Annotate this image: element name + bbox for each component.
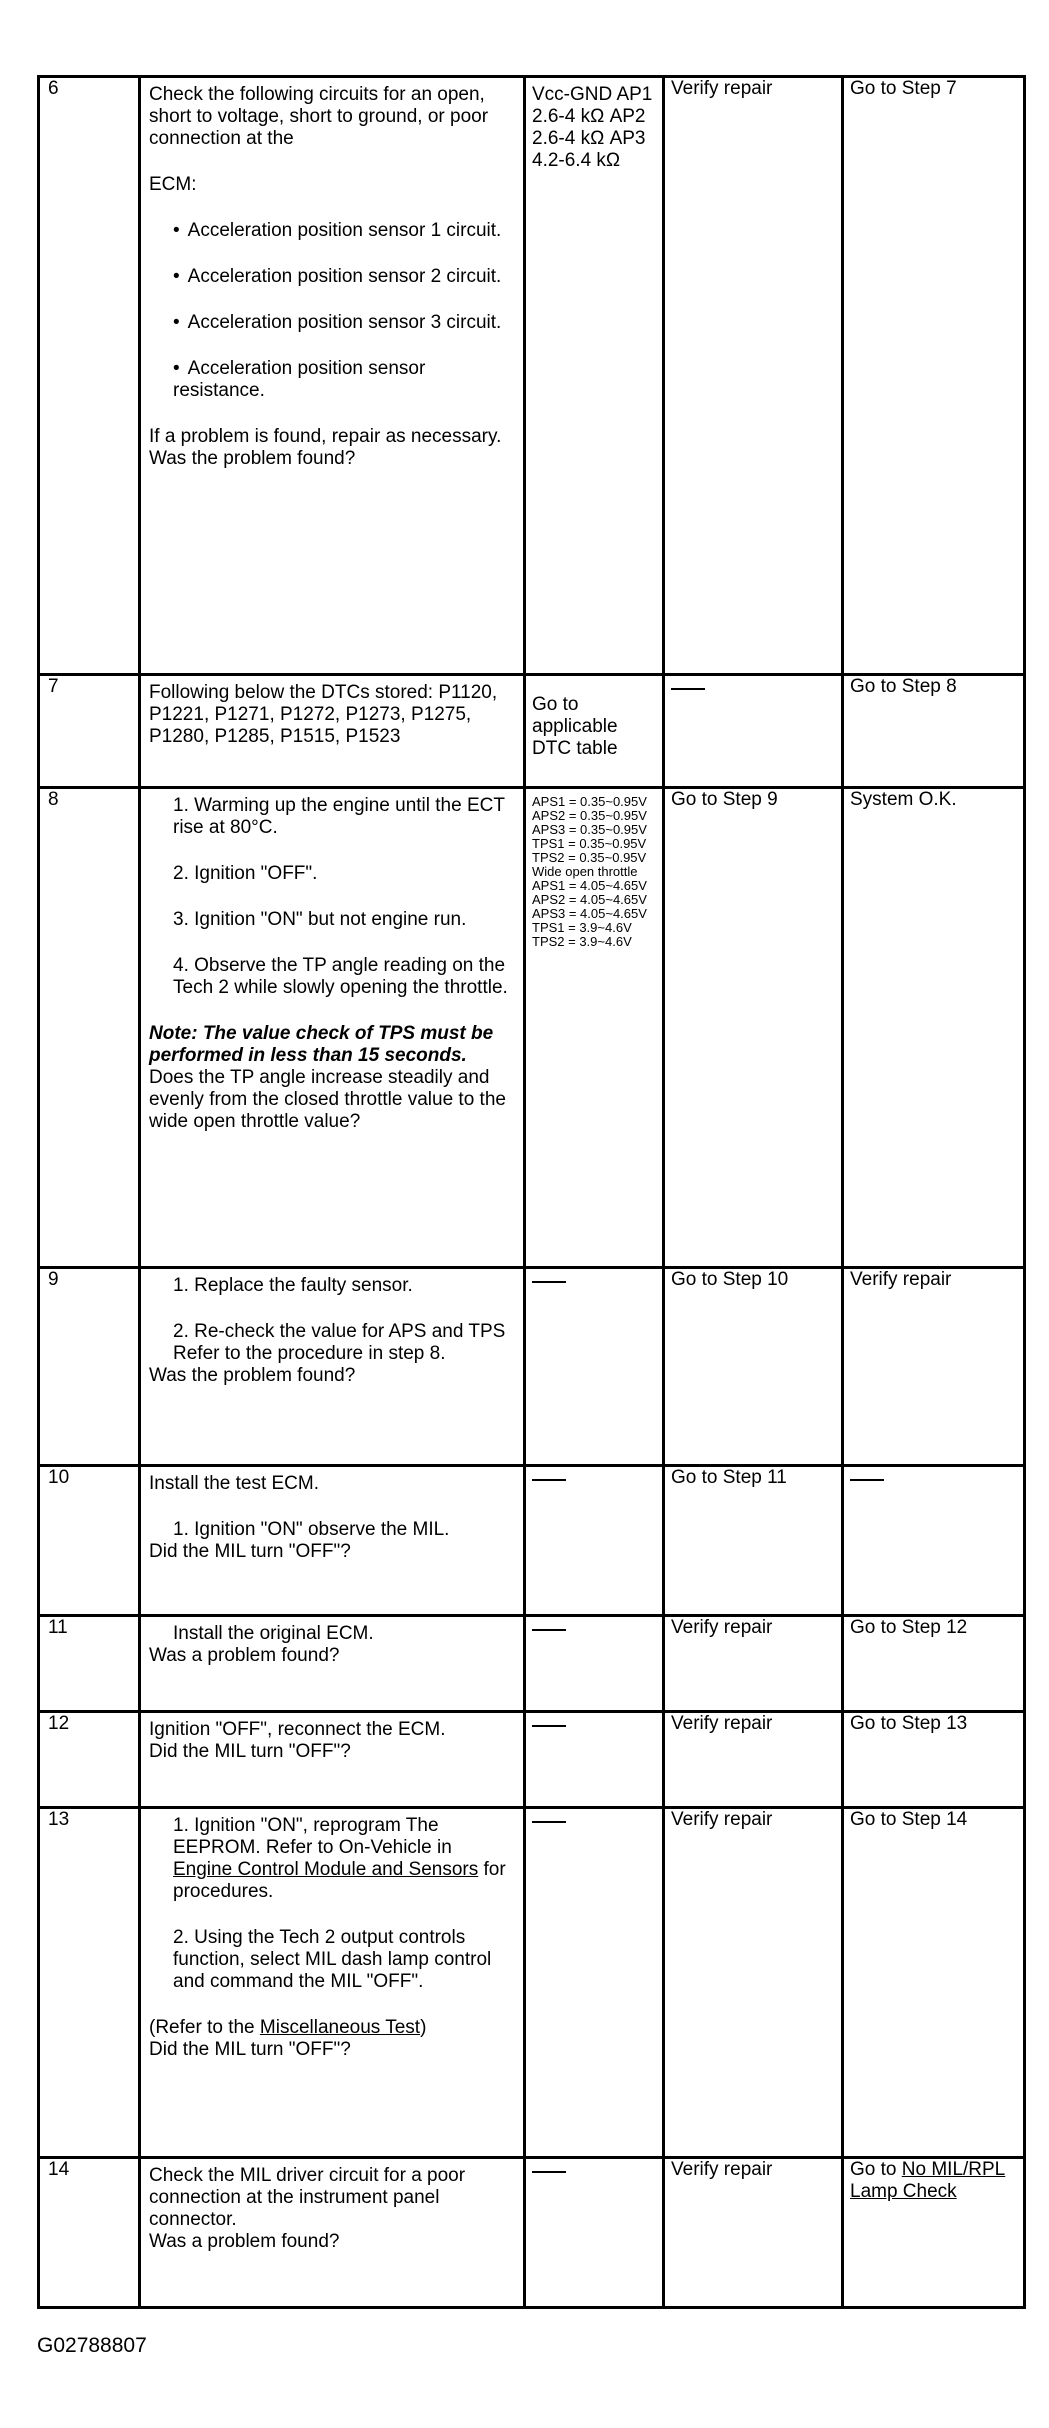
miscellaneous-test-link[interactable]: Miscellaneous Test [259, 2017, 421, 2038]
action-text: 1. Ignition "ON" observe the MIL. [173, 1519, 450, 1540]
list-item: • Acceleration position sensor 1 circuit. [149, 220, 515, 242]
value-text: Go to applicable DTC table [532, 694, 618, 759]
no-mil-rpl-lamp-check-link[interactable]: No MIL/RPL Lamp Check [850, 2159, 1006, 2202]
yes-cell [664, 77, 843, 675]
table-row [39, 77, 1025, 675]
action-text: Install the original ECM. [173, 1623, 374, 1644]
step-number: 7 [48, 676, 59, 697]
yes-text: Verify repair [671, 78, 773, 99]
value-text: Vcc-GND AP1 2.6-4 kΩ AP2 2.6-4 kΩ AP3 4.2-6.4 kΩ [532, 84, 653, 171]
action-text: 4. Observe the TP angle reading on the Tech 2 while slowly opening the throttle. [173, 955, 508, 998]
table-row [39, 1616, 1025, 1712]
no-cell [843, 77, 1025, 675]
question-text: Does the TP angle increase steadily and evenly from the closed throttle value to the wide open throttle value? [149, 1067, 506, 1132]
step-number: 10 [48, 1467, 70, 1488]
dash-placeholder [532, 1467, 566, 1481]
question-text: Was the problem found? [149, 448, 356, 469]
dash-placeholder [532, 1809, 566, 1823]
dash-placeholder [532, 1713, 566, 1727]
yes-text: Go to Step 9 [671, 789, 778, 810]
table-row [39, 1808, 1025, 2158]
step-number: 14 [48, 2159, 70, 2180]
no-text: Go to Step 8 [850, 676, 957, 697]
no-text: Go to Step 12 [850, 1617, 968, 1638]
table-row [39, 1712, 1025, 1808]
action-text: Install the test ECM. [149, 1473, 320, 1494]
dash-placeholder [532, 1617, 566, 1631]
diagnostic-table [37, 75, 1026, 2309]
action-text: 1. Ignition "ON", reprogram The EEPROM. Refer to On-Vehicle in Engine Control Module and Sensors for procedures. [173, 1815, 506, 1902]
action-text: Following below the DTCs stored: P1120, P1221, P1271, P1272, P1273, P1275, P1280, P1285, P1515, P1523 [149, 682, 498, 747]
yes-text: Verify repair [671, 1809, 773, 1830]
no-text: Verify repair [850, 1269, 952, 1290]
no-text: Go to No MIL/RPL Lamp Check [850, 2159, 1006, 2202]
table-row [39, 675, 1025, 788]
value-cell [525, 77, 664, 675]
action-text: Check the MIL driver circuit for a poor connection at the instrument panel connector. [149, 2165, 466, 2230]
question-text: Was a problem found? [149, 1645, 340, 1666]
action-text: 2. Re-check the value for APS and TPS Refer to the procedure in step 8. [173, 1321, 506, 1364]
engine-control-module-link[interactable]: Engine Control Module and Sensors [173, 1859, 479, 1880]
action-text: 2. Ignition "OFF". [173, 863, 318, 884]
action-text: If a problem is found, repair as necessary. [149, 426, 502, 447]
question-text: Did the MIL turn "OFF"? [149, 1741, 351, 1762]
value-text: APS1 = 0.35~0.95V APS2 = 0.35~0.95V APS3 = 0.35~0.95V TPS1 = 0.35~0.95V TPS2 = 0.35~0.95V Wide open throttle APS1 = 4.05~4.65V APS2 = 4.05~4.65V APS3 = 4.05~4.65V TPS1 = 3.9~4.6V TPS2 = 3.9~4.6V [532, 794, 647, 949]
yes-text: Go to Step 11 [671, 1467, 787, 1488]
step-number: 9 [48, 1269, 59, 1290]
question-text: Did the MIL turn "OFF"? [149, 1541, 351, 1562]
step-number-cell [39, 77, 140, 675]
dash-placeholder [671, 676, 705, 690]
yes-text: Verify repair [671, 1617, 773, 1638]
no-text: System O.K. [850, 789, 957, 810]
action-text: ECM: [149, 174, 197, 195]
table-row [39, 1466, 1025, 1616]
question-text: Was the problem found? [149, 1365, 356, 1386]
step-number: 12 [48, 1713, 70, 1734]
yes-text: Verify repair [671, 2159, 773, 2180]
no-text: Go to Step 14 [850, 1809, 968, 1830]
action-text: 2. Using the Tech 2 output controls function, select MIL dash lamp control and command the MIL "OFF". [173, 1927, 492, 1992]
step-action-cell [140, 77, 525, 675]
list-item: • Acceleration position sensor resistance. [149, 358, 515, 402]
table-row [39, 1268, 1025, 1466]
note-text: Note: The value check of TPS must be performed in less than 15 seconds. [149, 1023, 494, 1066]
dash-placeholder [532, 1269, 566, 1283]
yes-text: Verify repair [671, 1713, 773, 1734]
no-text: Go to Step 7 [850, 78, 957, 99]
table-row [39, 2158, 1025, 2308]
action-text: 1. Replace the faulty sensor. [173, 1275, 413, 1296]
yes-text: Go to Step 10 [671, 1269, 789, 1290]
step-number: 13 [48, 1809, 70, 1830]
question-text: Was a problem found? [149, 2231, 340, 2252]
no-text: Go to Step 13 [850, 1713, 968, 1734]
step-number: 6 [48, 78, 59, 99]
table-row [39, 788, 1025, 1268]
document-code: G02788807 [37, 2334, 147, 2357]
action-text: 3. Ignition "ON" but not engine run. [173, 909, 467, 930]
action-text: Check the following circuits for an open, short to voltage, short to ground, or poor connection at the [149, 84, 489, 149]
list-item: • Acceleration position sensor 2 circuit. [149, 266, 515, 288]
action-text: (Refer to the Miscellaneous Test) [149, 2017, 427, 2038]
dash-placeholder [532, 2159, 566, 2173]
dash-placeholder [850, 1467, 884, 1481]
action-text: Ignition "OFF", reconnect the ECM. [149, 1719, 446, 1740]
list-item: • Acceleration position sensor 3 circuit. [149, 312, 515, 334]
step-number: 8 [48, 789, 59, 810]
step-number: 11 [48, 1617, 68, 1638]
action-text: 1. Warming up the engine until the ECT rise at 80°C. [173, 795, 505, 838]
question-text: Did the MIL turn "OFF"? [149, 2039, 351, 2060]
